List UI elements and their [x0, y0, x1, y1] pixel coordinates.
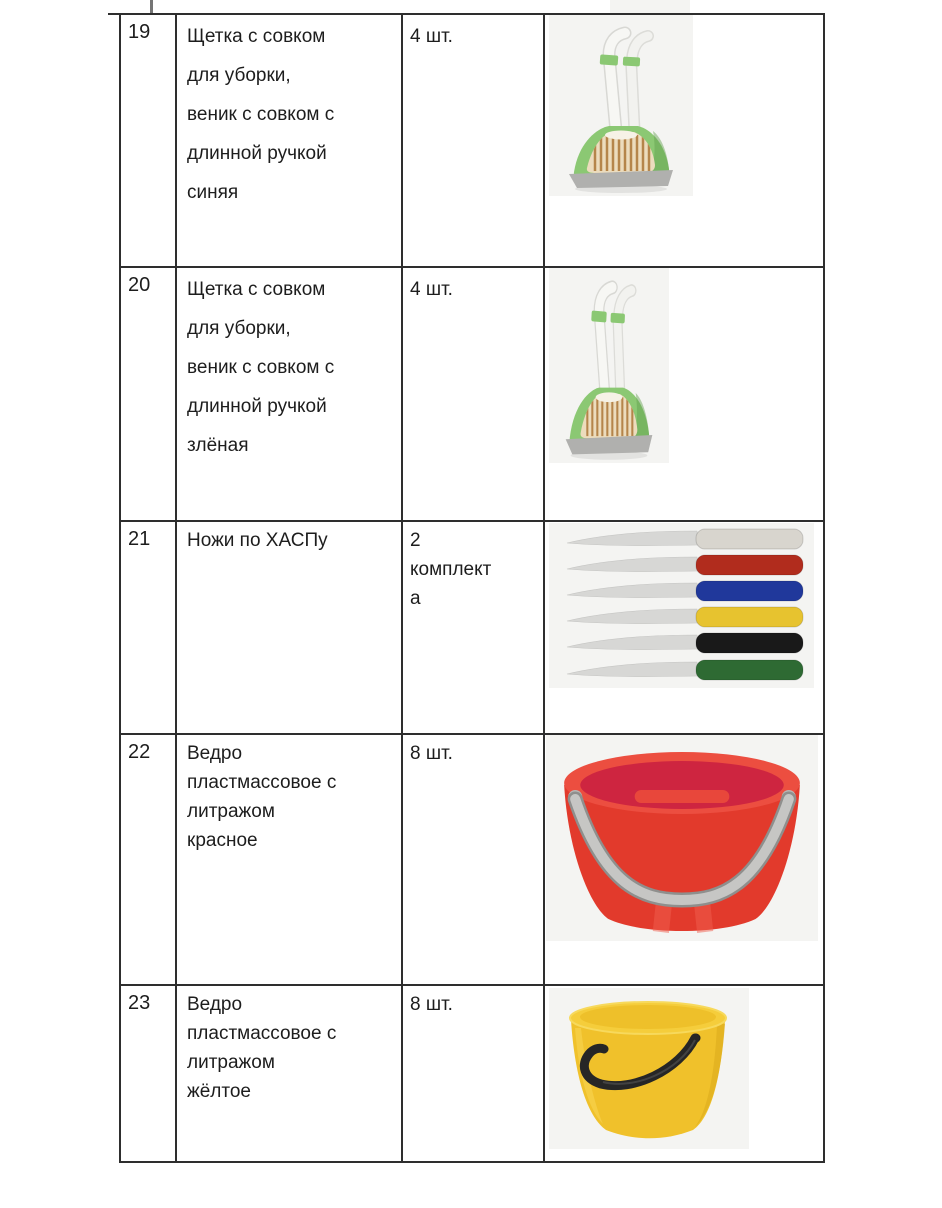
- row-number: 20: [121, 268, 177, 522]
- item-description: Ножи по ХАСПу: [187, 530, 328, 551]
- inventory-table: [119, 13, 825, 1163]
- knife-yellow-icon: [567, 607, 803, 627]
- table-row: [121, 15, 825, 268]
- broom-handle-back-icon: [610, 291, 631, 404]
- yellow-bucket-photo: [549, 988, 749, 1149]
- item-quantity: 4 шт.: [410, 279, 453, 300]
- item-description: Щетка с совком для уборки, веник с совком с длинной ручкой синяя: [187, 26, 335, 203]
- knife-green-icon: [567, 660, 803, 680]
- item-quantity: 8 шт.: [410, 743, 453, 764]
- dustpan-brush-set-photo: [549, 15, 693, 196]
- item-description: Щетка с совком для уборки, веник с совком с длинной ручкой злёная: [187, 279, 335, 456]
- table-row: [121, 986, 825, 1163]
- broom-handle-back-icon: [623, 36, 648, 141]
- red-bucket-photo: [546, 735, 818, 941]
- dustpan-brush-set-photo: [549, 268, 669, 463]
- previous-row-image-fragment: [610, 0, 690, 13]
- knife-red-icon: [567, 555, 803, 575]
- knife-blue-icon: [567, 581, 803, 601]
- item-description: Ведро пластмассовое с литражом жёлтое: [187, 994, 337, 1102]
- item-description: Ведро пластмассовое с литражом красное: [187, 743, 337, 851]
- table-row: [121, 268, 825, 522]
- item-quantity: 4 шт.: [410, 26, 453, 47]
- row-number: 22: [121, 735, 177, 986]
- knife-white-icon: [567, 529, 803, 549]
- item-quantity: 8 шт.: [410, 994, 453, 1015]
- knife-black-icon: [567, 633, 803, 653]
- table-row: [121, 735, 825, 986]
- table-row: [121, 522, 825, 735]
- row-number: 23: [121, 986, 177, 1163]
- row-number: 21: [121, 522, 177, 735]
- knife-set-photo: [549, 523, 814, 688]
- item-quantity: 2 комплекта: [410, 530, 492, 609]
- previous-row-border-fragment: [150, 0, 153, 13]
- row-number: 19: [121, 15, 177, 268]
